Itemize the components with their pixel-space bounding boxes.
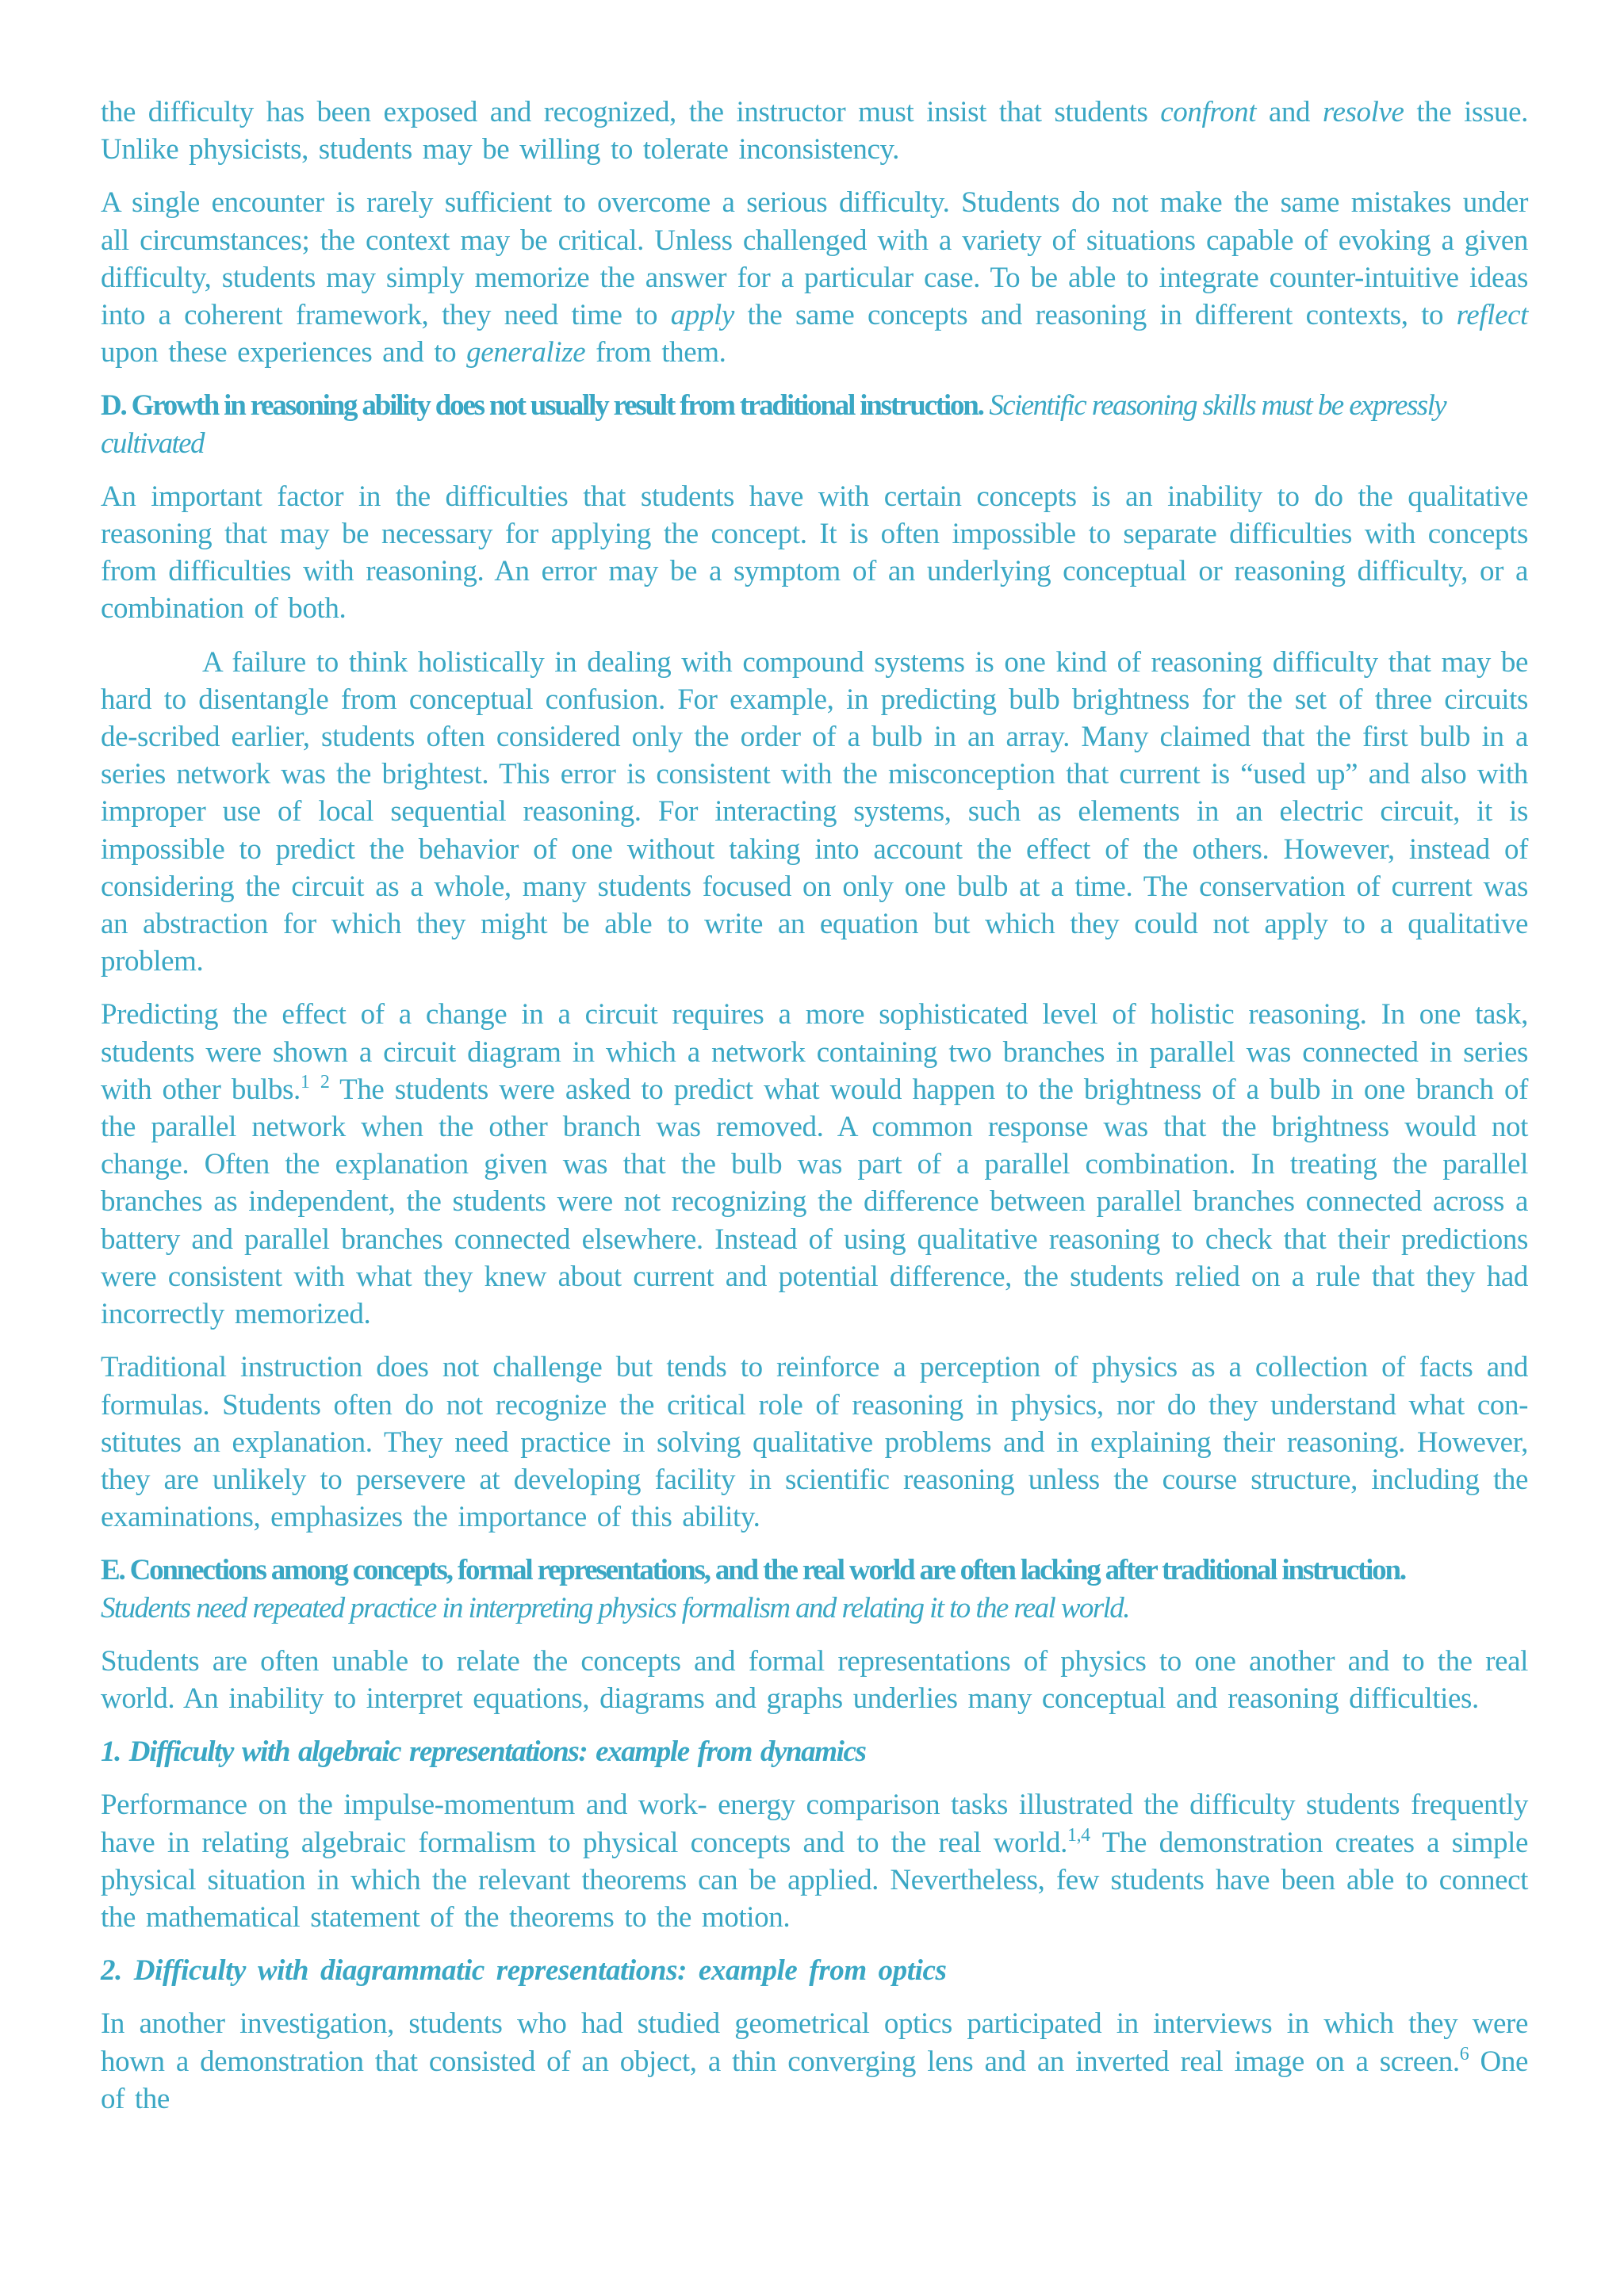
paragraph-optics-investigation: In another investigation, students who had studied geometrical optics participated in interviews in which they were hown a demonstration that consisted of an object, a thin converging lens and an inverted real image on a screen.$^6$ One of the [101, 2007, 1528, 2115]
section-heading-d: D. Growth in reasoning ability does not usually result from traditional instruction. Scientific reasoning skills must be expressly cultivated [101, 389, 1446, 460]
emphasis-apply: apply [670, 299, 734, 332]
emphasis-reflect: reflect [1456, 299, 1528, 332]
footnote-ref-2: 2 [320, 1071, 330, 1093]
emphasis-generalize: generalize [466, 336, 586, 369]
emphasis-confront: confront [1160, 96, 1257, 128]
paragraph-qualitative-reasoning: An important factor in the difficulties that students have with certain concepts is an inability to do the qualitative reasoning that may be necessary for applying the concept. It is often impossible to separate difficulties with concepts from difficulties with reasoning. An error may be a symptom of an underlying conceptual or reasoning difficulty, or a combination of both. [101, 480, 1528, 626]
document-page [101, 94, 1528, 2133]
paragraph-traditional-instruction: Traditional instruction does not challenge but tends to reinforce a perception of physics as a collection of facts and formulas. Students often do not recognize the critical role of reasoning in physics, nor do they understand what con-stitutes an explanation. They need practice in solving qualitative problems and in explaining their reasoning. However, they are unlikely to persevere at developing facility in scientific reasoning unless the course structure, including the examinations, emphasizes the importance of this ability. [101, 1351, 1528, 1534]
footnote-ref-6: 6 [1459, 2043, 1469, 2064]
paragraph-confront-resolve: the difficulty has been exposed and recognized, the instructor must insist that students confront and resolve the issue. Unlike physicists, students may be willing to tolerate inconsistency. [101, 96, 1528, 166]
footnote-ref-1-4: 1,4 [1067, 1824, 1090, 1846]
paragraph-predicting-circuit-change: Predicting the effect of a change in a circuit requires a more sophisticated level of holistic reasoning. In one task, students were shown a circuit diagram in which a network containing two branches in parallel was connected in series with other bulbs.$^1$ $^2$ The students were asked to predict what would happen to the brightness of a bulb in one branch of the parallel network when the other branch was removed. A common response was that the brightness would not change. Often the explanation given was that the bulb was part of a parallel combination. In treating the parallel branches as independent, the students were not recognizing the difference between parallel branches connected across a battery and parallel branches connected elsewhere. Instead of using qualitative reasoning to check that their predictions were consistent with what they knew about current and potential difference, the students relied on a rule that they had incorrectly memorized. [101, 998, 1529, 1331]
footnote-ref-1: 1 [300, 1071, 310, 1093]
section-heading-e: E. Connections among concepts, formal representations, and the real world are often lacking after traditional instruction. Students need repeated practice in interpreting physics formalism and relating it to the real world. [101, 1554, 1405, 1624]
paragraph-formal-representations: Students are often unable to relate the concepts and formal representations of physics to one another and to the real world. An inability to interpret equations, diagrams and graphs underlies many conceptual and reasoning difficulties. [101, 1644, 1528, 1715]
emphasis-resolve: resolve [1322, 96, 1404, 128]
paragraph-impulse-momentum: Performance on the impulse-momentum and work- energy comparison tasks illustrated the difficulty students frequently have in relating algebraic formalism to physical concepts and to the real world.$^{1,4}$ The demonstration creates a simple physical situation in which the relevant theorems can be applied. Nevertheless, few students have been able to connect the mathematical statement of the theorems to the motion. [101, 1789, 1529, 1934]
subsection-heading-diagrammatic: 2. Difficulty with diagrammatic representations: example from optics [101, 1954, 947, 1988]
paragraph-holistic-thinking: A failure to think holistically in dealing with compound systems is one kind of reasoning difficulty that may be hard to disentangle from conceptual confusion. For example, in predicting bulb brightness for the set of three circuits de-scribed earlier, students often considered only the order of a bulb in an array. Many claimed that the first bulb in a series network was the brightest. This error is consistent with the misconception that current is “used up” and also with improper use of local sequential reasoning. For interacting systems, such as elements in an electric circuit, it is impossible to predict the behavior of one without taking into account the effect of the others. However, instead of considering the circuit as a whole, many students focused on only one bulb at a time. The conservation of current was an abstraction for which they might be able to write an equation but which they could not apply to a qualitative problem. [101, 645, 1528, 978]
subsection-heading-algebraic: 1. Difficulty with algebraic representations: example from dynamics [101, 1735, 866, 1769]
paragraph-single-encounter: A single encounter is rarely sufficient to overcome a serious difficulty. Students do not make the same mistakes under all circumstances; the context may be critical. Unless challenged with a variety of situations capable of evoking a given difficulty, students may simply memorize the answer for a particular case. To be able to integrate counter-intuitive ideas into a coherent framework, they need time to apply the same concepts and reasoning in different contexts, to reflect upon these experiences and to generalize from them. [101, 186, 1528, 369]
